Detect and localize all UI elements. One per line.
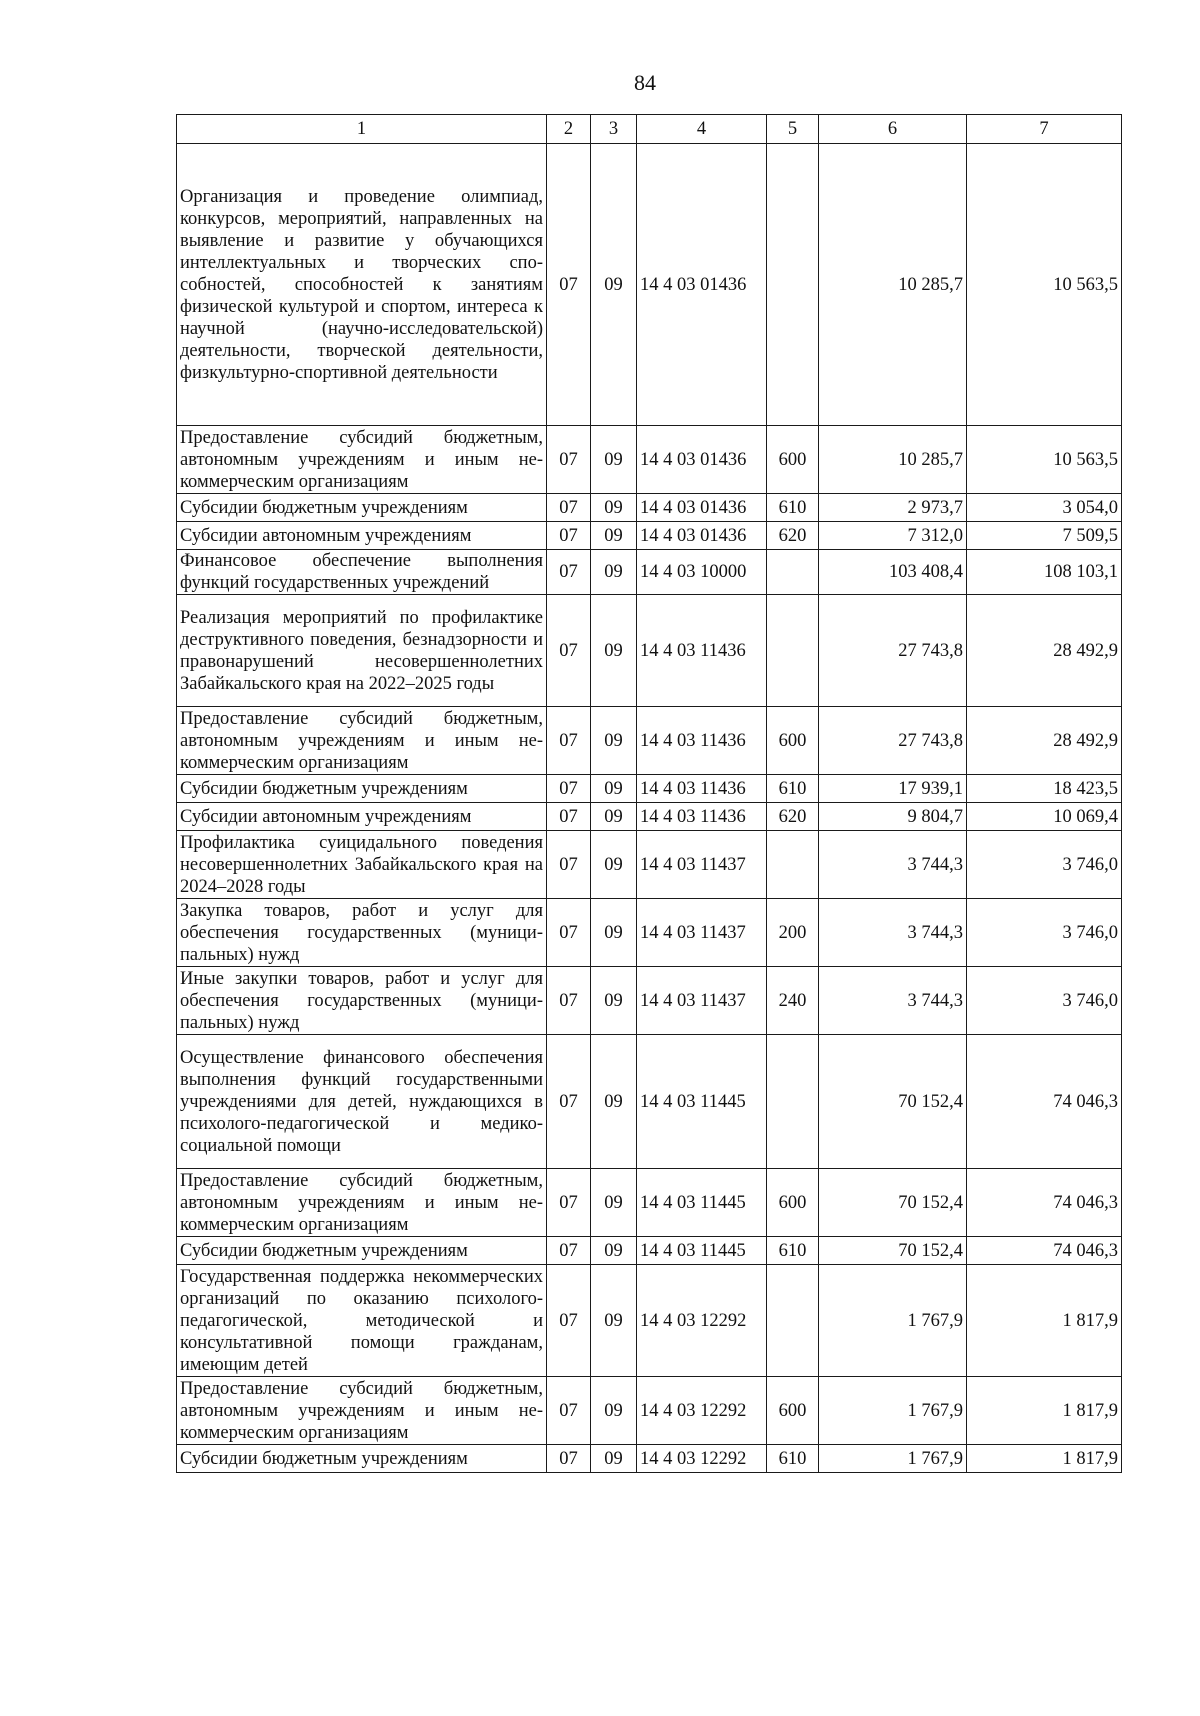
subsection-cell: 09 <box>591 803 637 831</box>
table-row <box>177 1377 1122 1445</box>
row-name-cell: Субсидии автономным учреждениям <box>177 803 547 831</box>
section-cell: 07 <box>547 831 591 899</box>
subsection-cell: 09 <box>591 494 637 522</box>
expense-type-cell: 240 <box>767 967 819 1035</box>
section-cell: 07 <box>547 1377 591 1445</box>
header-cell-7: 7 <box>967 115 1122 144</box>
amount-col6-cell: 7 312,0 <box>819 522 967 550</box>
row-name-cell: Субсидии бюджетным учреждениям <box>177 1237 547 1265</box>
section-cell: 07 <box>547 1237 591 1265</box>
row-name-cell: Предоставление субсидий бюджетным, автономным учреждениям и иным некоммерческим организациям <box>177 707 547 775</box>
amount-col7-cell: 1 817,9 <box>967 1265 1122 1377</box>
section-cell: 07 <box>547 775 591 803</box>
amount-col6-cell: 1 767,9 <box>819 1445 967 1473</box>
row-name-cell: Субсидии бюджетным учреждениям <box>177 775 547 803</box>
subsection-cell: 09 <box>591 1035 637 1169</box>
subsection-cell: 09 <box>591 144 637 426</box>
section-cell: 07 <box>547 1265 591 1377</box>
amount-col6-cell: 70 152,4 <box>819 1169 967 1237</box>
amount-col6-cell: 70 152,4 <box>819 1237 967 1265</box>
row-name-cell: Организация и проведение олимпиад, конкурсов, мероприятий, направленных на выявление и развитие у обучающихся интеллектуальных и творческих способностей, способностей к занятиям физической культурой и спортом, интереса к научной (научно-исследовательской) деятельности, творческой деятельности, физкультурно-спортивной деятельности <box>177 144 547 426</box>
section-cell: 07 <box>547 967 591 1035</box>
table-row <box>177 803 1122 831</box>
row-name-cell: Субсидии бюджетным учреждениям <box>177 494 547 522</box>
amount-col6-cell: 1 767,9 <box>819 1377 967 1445</box>
table-row <box>177 899 1122 967</box>
table-row <box>177 522 1122 550</box>
subsection-cell: 09 <box>591 899 637 967</box>
subsection-cell: 09 <box>591 967 637 1035</box>
amount-col7-cell: 10 563,5 <box>967 144 1122 426</box>
expense-type-cell: 610 <box>767 775 819 803</box>
subsection-cell: 09 <box>591 1445 637 1473</box>
target-article-cell: 14 4 03 10000 <box>637 550 767 595</box>
expense-type-cell <box>767 1035 819 1169</box>
amount-col7-cell: 108 103,1 <box>967 550 1122 595</box>
amount-col6-cell: 3 744,3 <box>819 831 967 899</box>
amount-col6-cell: 27 743,8 <box>819 595 967 707</box>
amount-col7-cell: 10 069,4 <box>967 803 1122 831</box>
subsection-cell: 09 <box>591 1169 637 1237</box>
table-row <box>177 1445 1122 1473</box>
target-article-cell: 14 4 03 01436 <box>637 494 767 522</box>
row-name-cell: Иные закупки товаров, работ и услуг для обеспечения государственных (муниципальных) нужд <box>177 967 547 1035</box>
subsection-cell: 09 <box>591 522 637 550</box>
section-cell: 07 <box>547 550 591 595</box>
amount-col7-cell: 1 817,9 <box>967 1445 1122 1473</box>
section-cell: 07 <box>547 494 591 522</box>
amount-col6-cell: 103 408,4 <box>819 550 967 595</box>
amount-col7-cell: 7 509,5 <box>967 522 1122 550</box>
row-name-cell: Субсидии бюджетным учреждениям <box>177 1445 547 1473</box>
target-article-cell: 14 4 03 11436 <box>637 707 767 775</box>
header-cell-4: 4 <box>637 115 767 144</box>
table-row <box>177 707 1122 775</box>
target-article-cell: 14 4 03 11437 <box>637 831 767 899</box>
expense-type-cell: 200 <box>767 899 819 967</box>
subsection-cell: 09 <box>591 426 637 494</box>
row-name-cell: Государственная поддержка некоммерческих организаций по оказанию психолого-педагогической, методической и консультативной помощи гражданам, имеющим детей <box>177 1265 547 1377</box>
target-article-cell: 14 4 03 11437 <box>637 899 767 967</box>
row-name-cell: Финансовое обеспечение выполнения функций государственных учреждений <box>177 550 547 595</box>
table-row <box>177 494 1122 522</box>
amount-col6-cell: 70 152,4 <box>819 1035 967 1169</box>
row-name-cell: Профилактика суицидального поведения несовершеннолетних Забайкальского края на 2024–2028 годы <box>177 831 547 899</box>
amount-col6-cell: 9 804,7 <box>819 803 967 831</box>
page-number: 84 <box>634 70 656 95</box>
row-name-cell: Закупка товаров, работ и услуг для обеспечения государственных (муниципальных) нужд <box>177 899 547 967</box>
subsection-cell: 09 <box>591 707 637 775</box>
header-cell-1: 1 <box>177 115 547 144</box>
amount-col6-cell: 10 285,7 <box>819 426 967 494</box>
budget-table <box>176 114 1122 1473</box>
target-article-cell: 14 4 03 01436 <box>637 144 767 426</box>
target-article-cell: 14 4 03 11445 <box>637 1237 767 1265</box>
expense-type-cell: 600 <box>767 1377 819 1445</box>
header-row <box>177 115 1122 144</box>
subsection-cell: 09 <box>591 775 637 803</box>
subsection-cell: 09 <box>591 1237 637 1265</box>
amount-col7-cell: 18 423,5 <box>967 775 1122 803</box>
row-name-cell: Предоставление субсидий бюджетным, автономным учреждениям и иным некоммерческим организациям <box>177 1377 547 1445</box>
table-row <box>177 144 1122 426</box>
section-cell: 07 <box>547 899 591 967</box>
amount-col6-cell: 2 973,7 <box>819 494 967 522</box>
expense-type-cell: 610 <box>767 1237 819 1265</box>
expense-type-cell <box>767 144 819 426</box>
expense-type-cell: 600 <box>767 1169 819 1237</box>
target-article-cell: 14 4 03 11445 <box>637 1035 767 1169</box>
target-article-cell: 14 4 03 01436 <box>637 522 767 550</box>
section-cell: 07 <box>547 144 591 426</box>
amount-col7-cell: 28 492,9 <box>967 707 1122 775</box>
row-name-cell: Осуществление финансового обеспечения выполнения функций государственными учреждениями для детей, нуждающихся в психолого-педагогической и медико-социальной помощи <box>177 1035 547 1169</box>
amount-col7-cell: 74 046,3 <box>967 1169 1122 1237</box>
expense-type-cell <box>767 1265 819 1377</box>
target-article-cell: 14 4 03 11436 <box>637 775 767 803</box>
target-article-cell: 14 4 03 12292 <box>637 1265 767 1377</box>
expense-type-cell: 600 <box>767 707 819 775</box>
amount-col7-cell: 74 046,3 <box>967 1237 1122 1265</box>
amount-col7-cell: 10 563,5 <box>967 426 1122 494</box>
subsection-cell: 09 <box>591 550 637 595</box>
subsection-cell: 09 <box>591 1265 637 1377</box>
amount-col6-cell: 3 744,3 <box>819 899 967 967</box>
expense-type-cell <box>767 550 819 595</box>
section-cell: 07 <box>547 803 591 831</box>
table-row <box>177 595 1122 707</box>
expense-type-cell: 620 <box>767 803 819 831</box>
amount-col7-cell: 3 054,0 <box>967 494 1122 522</box>
amount-col6-cell: 1 767,9 <box>819 1265 967 1377</box>
section-cell: 07 <box>547 595 591 707</box>
header-cell-3: 3 <box>591 115 637 144</box>
target-article-cell: 14 4 03 12292 <box>637 1377 767 1445</box>
table-row <box>177 1169 1122 1237</box>
row-name-cell: Реализация мероприятий по профилактике деструктивного поведения, безнадзорности и правонарушений несовершеннолетних Забайкальского края на 2022–2025 годы <box>177 595 547 707</box>
amount-col7-cell: 74 046,3 <box>967 1035 1122 1169</box>
expense-type-cell: 610 <box>767 494 819 522</box>
amount-col7-cell: 28 492,9 <box>967 595 1122 707</box>
amount-col6-cell: 27 743,8 <box>819 707 967 775</box>
expense-type-cell: 620 <box>767 522 819 550</box>
table-row <box>177 775 1122 803</box>
amount-col7-cell: 3 746,0 <box>967 967 1122 1035</box>
header-cell-6: 6 <box>819 115 967 144</box>
expense-type-cell: 600 <box>767 426 819 494</box>
row-name-cell: Предоставление субсидий бюджетным, автономным учреждениям и иным некоммерческим организациям <box>177 1169 547 1237</box>
table-body <box>177 144 1122 1473</box>
amount-col6-cell: 10 285,7 <box>819 144 967 426</box>
section-cell: 07 <box>547 1445 591 1473</box>
header-cell-5: 5 <box>767 115 819 144</box>
table-row <box>177 1265 1122 1377</box>
section-cell: 07 <box>547 707 591 775</box>
table-row <box>177 1237 1122 1265</box>
amount-col6-cell: 3 744,3 <box>819 967 967 1035</box>
target-article-cell: 14 4 03 11436 <box>637 595 767 707</box>
section-cell: 07 <box>547 1169 591 1237</box>
section-cell: 07 <box>547 426 591 494</box>
expense-type-cell: 610 <box>767 1445 819 1473</box>
row-name-cell: Предоставление субсидий бюджетным, автономным учреждениям и иным некоммерческим организациям <box>177 426 547 494</box>
target-article-cell: 14 4 03 11437 <box>637 967 767 1035</box>
target-article-cell: 14 4 03 01436 <box>637 426 767 494</box>
target-article-cell: 14 4 03 11445 <box>637 1169 767 1237</box>
expense-type-cell <box>767 595 819 707</box>
table-row <box>177 1035 1122 1169</box>
target-article-cell: 14 4 03 11436 <box>637 803 767 831</box>
amount-col7-cell: 1 817,9 <box>967 1377 1122 1445</box>
section-cell: 07 <box>547 1035 591 1169</box>
row-name-cell: Субсидии автономным учреждениям <box>177 522 547 550</box>
header-cell-2: 2 <box>547 115 591 144</box>
amount-col6-cell: 17 939,1 <box>819 775 967 803</box>
table-row <box>177 967 1122 1035</box>
table-row <box>177 831 1122 899</box>
amount-col7-cell: 3 746,0 <box>967 831 1122 899</box>
subsection-cell: 09 <box>591 595 637 707</box>
section-cell: 07 <box>547 522 591 550</box>
target-article-cell: 14 4 03 12292 <box>637 1445 767 1473</box>
expense-type-cell <box>767 831 819 899</box>
amount-col7-cell: 3 746,0 <box>967 899 1122 967</box>
subsection-cell: 09 <box>591 831 637 899</box>
table-row <box>177 550 1122 595</box>
subsection-cell: 09 <box>591 1377 637 1445</box>
table-row <box>177 426 1122 494</box>
